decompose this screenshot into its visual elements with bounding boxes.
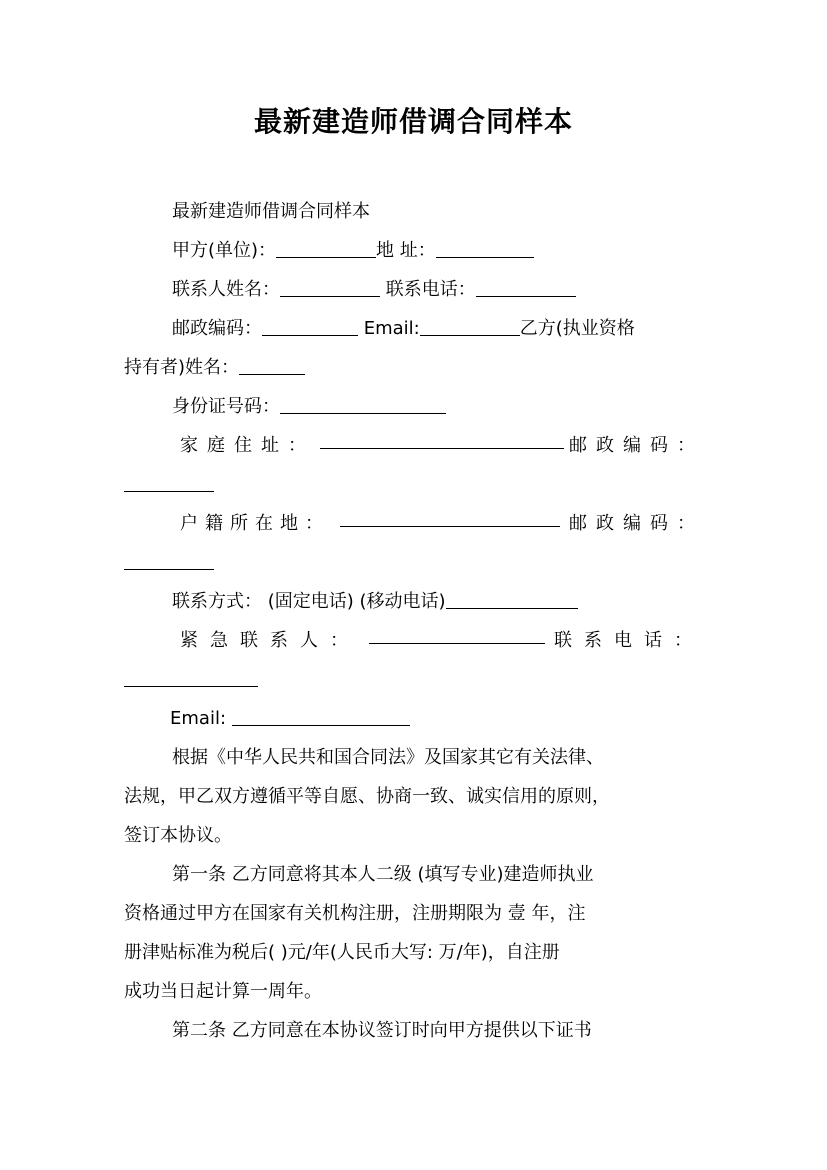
article-1-line-2: 资格通过甲方在国家有关机构注册，注册期限为 壹 年，注 [124,903,586,924]
party-a-line [124,231,704,270]
article-1-line-1: 第一条 乙方同意将其本人二级 (填写专业)建造师执业 [172,864,594,885]
domicile-postcode-label: 邮政编码： [569,513,704,534]
emergency-email-label: Email: [170,708,232,729]
party-b-name-blank [239,352,305,375]
postcode-line [124,309,704,348]
emergency-phone-label: 联系电话： [554,630,704,651]
id-number-line [124,387,704,426]
address-blank [436,235,534,258]
contact-line [124,270,704,309]
party-b-label: 乙方(执业资格 [519,318,635,339]
party-b-name-line [124,348,704,387]
document-body [124,192,704,1050]
subtitle-line [124,192,704,231]
domicile-line [124,504,704,543]
email-label: Email: [358,318,420,339]
emergency-contact-label: 紧急联系人： [180,630,360,651]
contact-name-label: 联系人姓名： [172,279,280,300]
emergency-email-blank [232,703,410,726]
party-b-name-label: 持有者)姓名： [124,357,240,378]
emergency-contact-blank [369,621,545,644]
id-number-blank [280,391,446,414]
home-address-label: 家庭住址： [180,435,315,456]
contact-name-blank [280,274,380,297]
paragraph-1-line-1: 根据《中华人民共和国合同法》及国家其它有关法律、 [172,747,604,768]
home-postcode-line [124,465,704,504]
domicile-blank [340,504,560,527]
contact-phone-label: 联系电话： [380,279,476,300]
id-number-label: 身份证号码： [172,396,280,417]
article-1-line-3: 册津贴标准为税后( )元/年(人民币大写: 万/年)，自注册 [124,942,560,963]
domicile-label: 户籍所在地： [180,513,330,534]
contact-method-line [124,582,704,621]
paragraph-1-line-3: 签订本协议。 [124,825,232,846]
contact-method-label: 联系方式： (固定电话) (移动电话) [172,591,446,612]
postcode-label: 邮政编码： [172,318,262,339]
domicile-postcode-blank [124,547,214,570]
postcode-blank [262,313,358,336]
home-postcode-blank [124,469,214,492]
emergency-email-line [124,699,704,738]
paragraph-1-line-2: 法规，甲乙双方遵循平等自愿、协商一致、诚实信用的原则， [124,786,610,807]
home-postcode-label: 邮政编码： [569,435,704,456]
domicile-postcode-line [124,543,704,582]
document-title: 最新建造师借调合同样本 [253,105,573,138]
article-1-line-4: 成功当日起计算一周年。 [124,981,322,1002]
contact-method-blank [446,586,578,609]
home-address-blank [320,426,564,449]
email-blank [420,313,520,336]
subtitle-text: 最新建造师借调合同样本 [172,201,370,222]
address-label: 地 址： [376,240,436,261]
party-a-blank [276,235,376,258]
article-2-line-1: 第二条 乙方同意在本协议签订时向甲方提供以下证书 [172,1020,592,1041]
contact-phone-blank [476,274,576,297]
emergency-contact-line [124,621,704,660]
home-address-line [124,426,704,465]
emergency-phone-line [124,660,704,699]
party-a-label: 甲方(单位)： [172,240,277,261]
emergency-phone-blank [124,664,258,687]
